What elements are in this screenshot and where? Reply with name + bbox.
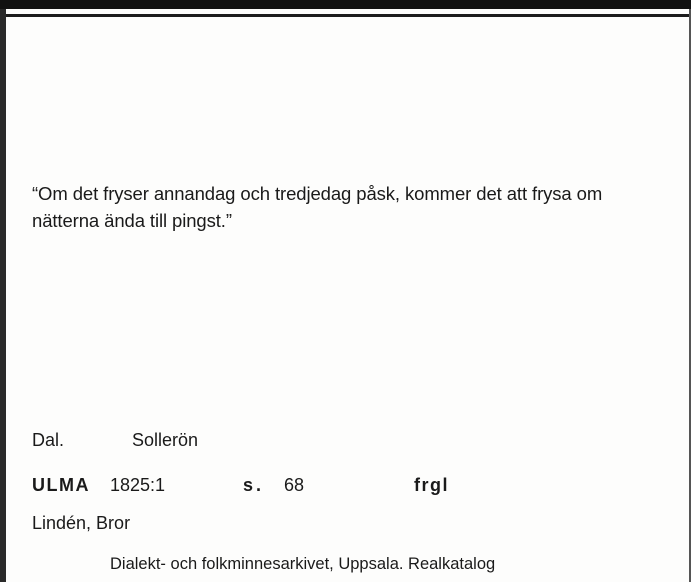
category-code: frgl xyxy=(414,475,449,495)
page-number: 68 xyxy=(284,475,305,495)
parish-label: Sollerön xyxy=(132,430,199,450)
recorder-name: Lindén, Bror xyxy=(32,513,131,533)
card-left-edge xyxy=(0,9,6,582)
archive-number: 1825:1 xyxy=(110,475,166,495)
card-top-rule xyxy=(0,14,691,17)
page-label: s. xyxy=(243,475,265,495)
archive-footer: Dialekt- och folkminnesarkivet, Uppsala. Realkatalog xyxy=(110,555,496,573)
archive-name: ULMA xyxy=(32,475,90,495)
province-label: Dal. xyxy=(32,430,65,450)
card-quote-text: “Om det fryser annandag och tredjedag påsk, kommer det att frysa om nätterna ända till pingst.” xyxy=(32,183,603,231)
card-top-edge xyxy=(0,0,691,9)
